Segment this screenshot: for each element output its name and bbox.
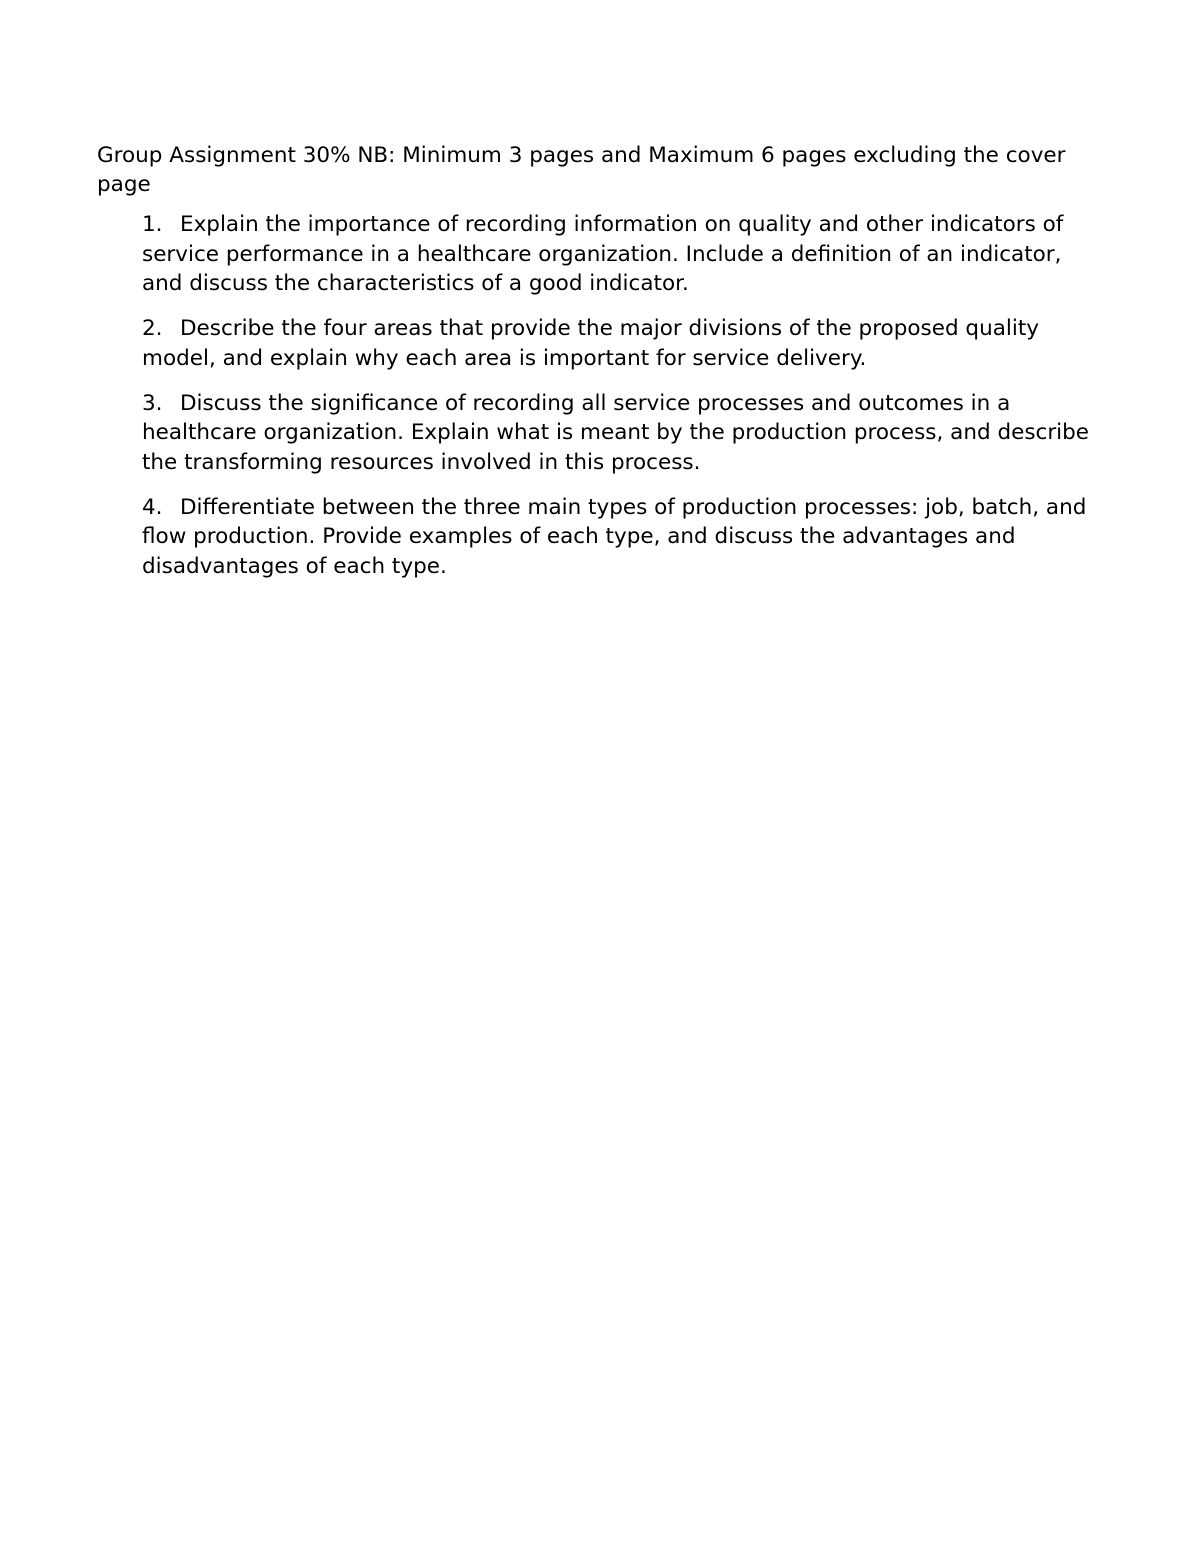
question-number: 1. (142, 212, 163, 237)
question-item (142, 389, 1107, 478)
question-text: Discuss the significance of recording all service processes and outcomes in a healthcare organization. Explain what is meant by the production process, and describe the transforming resources involved in this process. (142, 390, 1090, 475)
question-number: 4. (142, 494, 163, 520)
question-list (97, 210, 1107, 582)
assignment-heading: Group Assignment 30% NB: Minimum 3 pages and Maximum 6 pages excluding the cover page (97, 143, 1066, 197)
question-number: 3. (142, 390, 163, 416)
question-item (142, 210, 1107, 299)
question-text: Explain the importance of recording information on quality and other indicators of service performance in a healthcare organization. Include a definition of an indicator, and discuss the characteristics of a good indicator. (142, 212, 1064, 297)
question-number: 2. (142, 316, 163, 342)
question-item (142, 493, 1107, 582)
question-text: Describe the four areas that provide the major divisions of the proposed quality model, and explain why each area is important for service delivery. (142, 316, 1039, 371)
question-item (142, 314, 1107, 373)
question-text: Differentiate between the three main types of production processes: job, batch, and flow production. Provide examples of each type, and discuss the advantages and disadvantages of each type. (142, 494, 1087, 580)
document-body (97, 141, 1107, 597)
